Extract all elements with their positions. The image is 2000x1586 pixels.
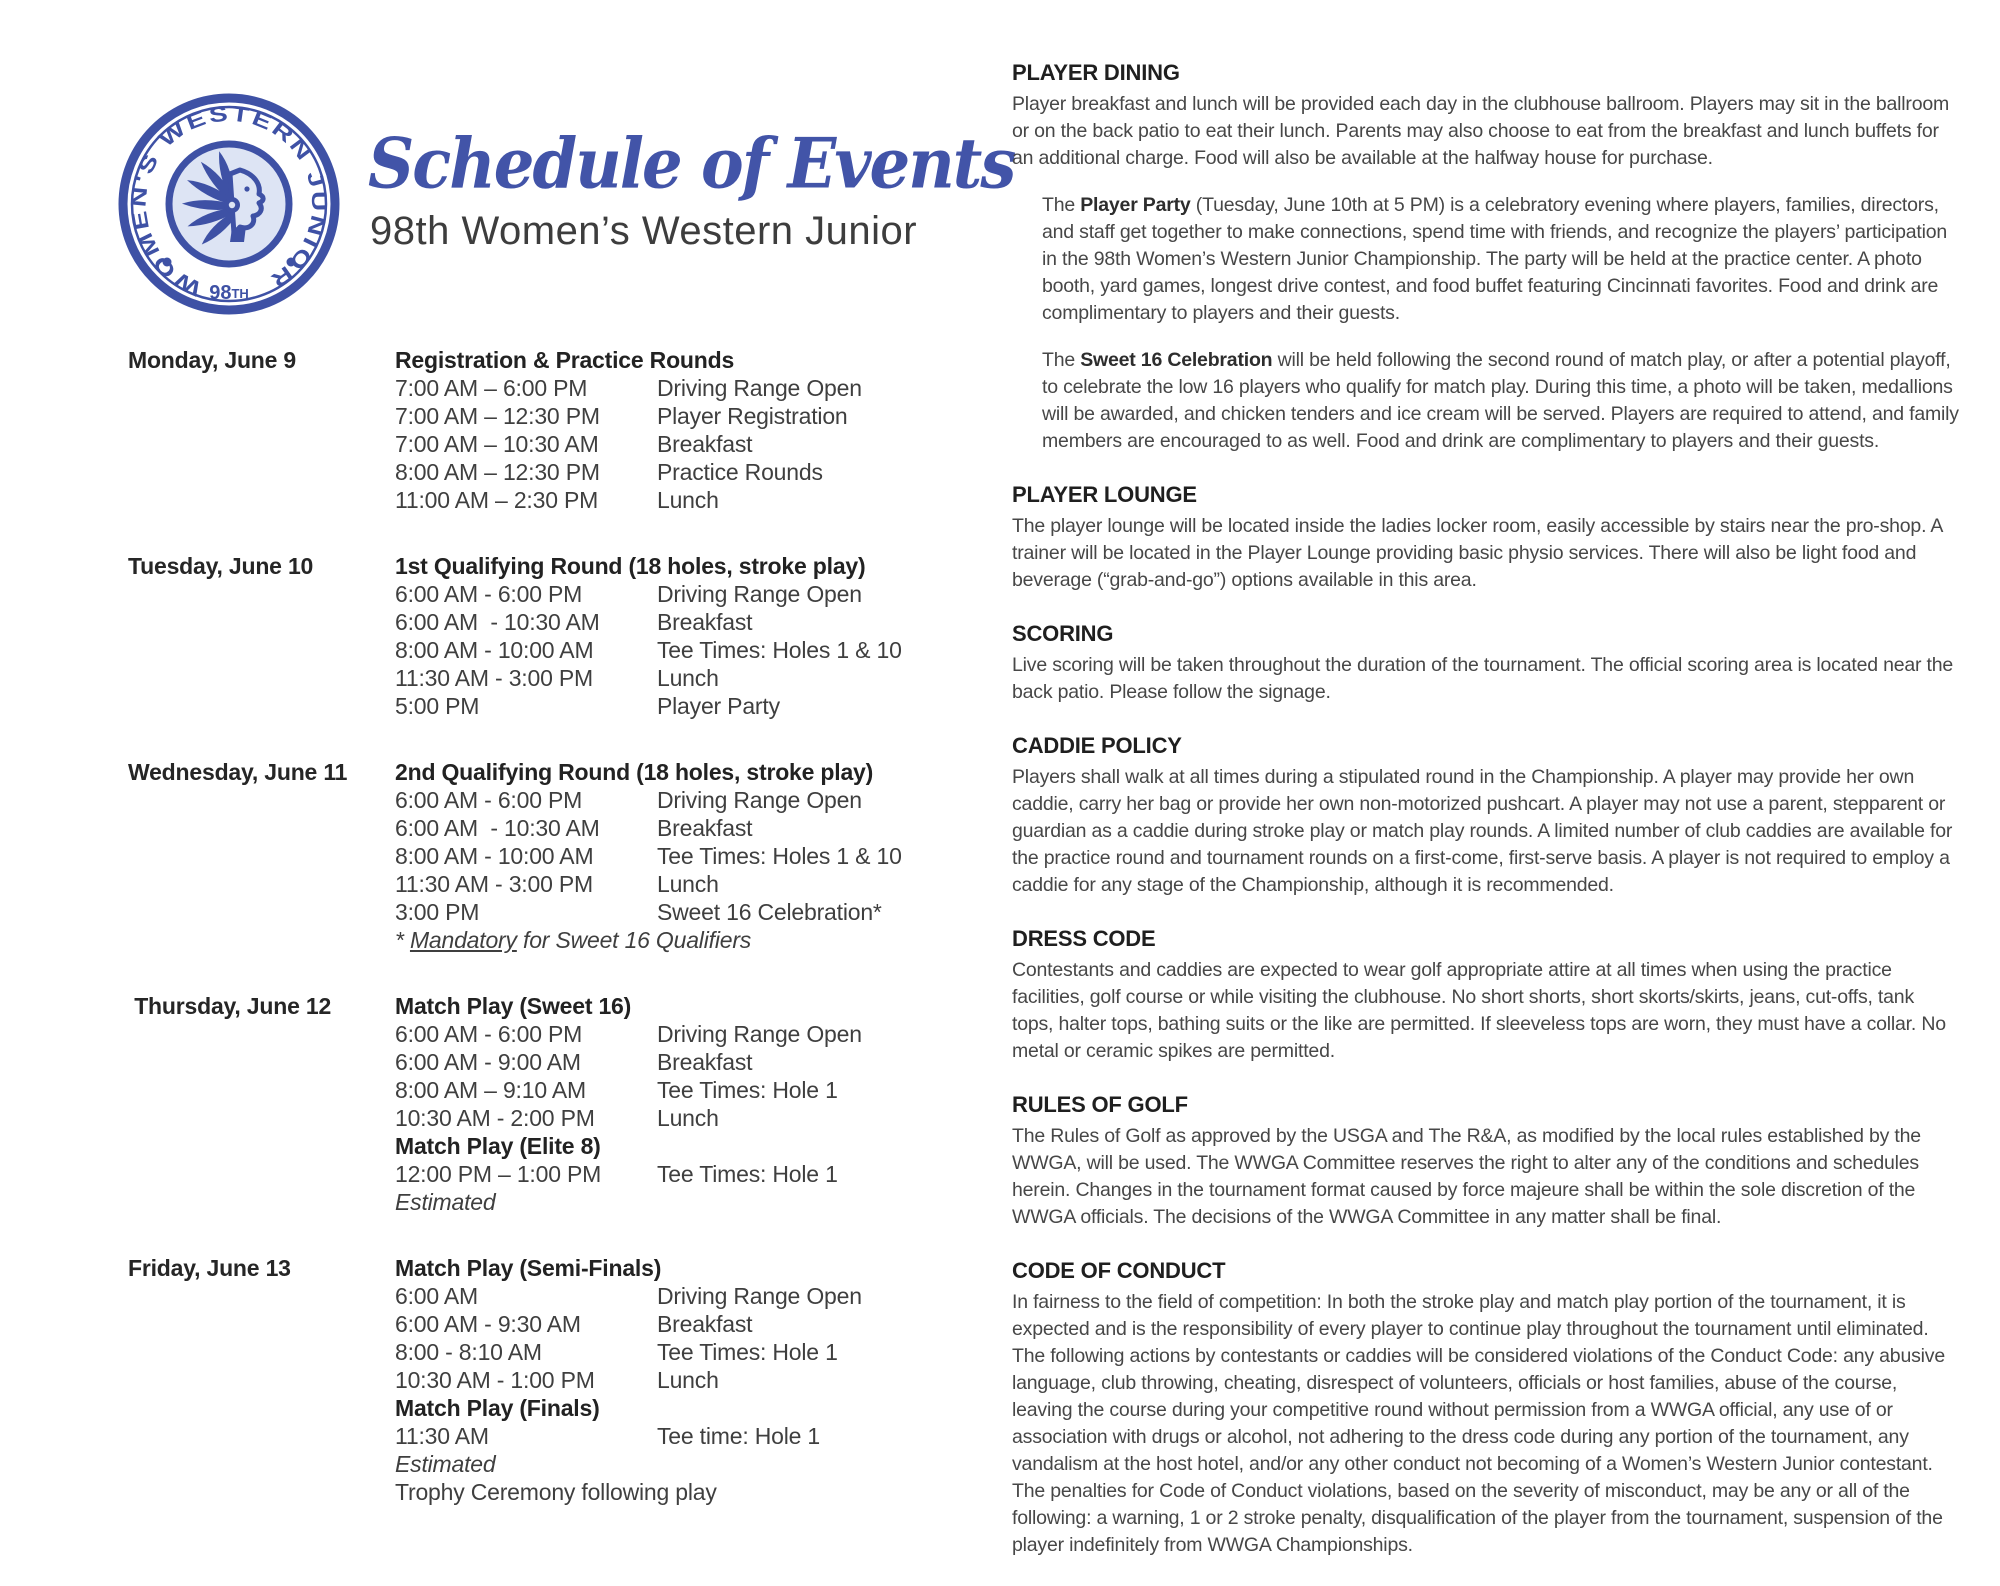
schedule-time: 6:00 AM - 6:00 PM [395,1021,583,1047]
schedule-activity: Tee Times: Hole 1 [657,1161,838,1187]
seal-logo-graphic [104,68,354,340]
schedule-activity: Tee Times: Hole 1 [657,1339,838,1365]
schedule-time: 11:00 AM – 2:30 PM [395,487,599,513]
schedule-row [395,458,1012,486]
schedule-day [128,346,1012,514]
schedule-row [395,1338,1012,1366]
schedule-activity: Lunch [657,1105,719,1131]
schedule-activity: Breakfast [657,1049,753,1075]
schedule-row [395,1076,1012,1104]
info-paragraph [1012,1123,1960,1231]
seal-dot-left [163,258,172,267]
info-section [1012,1092,1960,1231]
schedule-row [395,486,1012,514]
schedule-time: 8:00 - 8:10 AM [395,1339,542,1365]
schedule-activity: Driving Range Open [657,787,862,813]
schedule-day [128,552,1012,720]
schedule-row [395,1160,1012,1188]
schedule-time: 6:00 AM - 9:00 AM [395,1049,581,1075]
schedule-day-date: Wednesday, June 11 [128,759,348,785]
info-paragraph [1012,957,1960,1065]
schedule-row [395,692,1012,720]
text-segment: Players shall walk at all times during a stipulated round in the Championship. A player may provide her own caddie, carry her bag or provide her own non-motorized pushcart. A player may not use a parent, stepparent or guardian as a caddie during stroke play or match play rounds. A limited number of club caddies are available for the practice round and tournament rounds on a first-come, first-serve basis. A player is not required to employ a caddie for any stage of the Championship, although it is recommended. [1012,766,1953,896]
schedule-time: 12:00 PM – 1:00 PM [395,1161,602,1187]
info-section [1012,1258,1960,1559]
schedule-day-date: Friday, June 13 [128,1255,291,1281]
info-section [1012,621,1960,706]
schedule-time: 11:30 AM - 3:00 PM [395,665,593,691]
schedule-session-title: Match Play (Finals) [395,1395,600,1421]
schedule-row [395,402,1012,430]
schedule-time: 8:00 AM – 9:10 AM [395,1077,586,1103]
schedule-time: 8:00 AM - 10:00 AM [395,843,594,869]
schedule-day-lines [395,346,1012,514]
page-title: Schedule of Events [368,123,1015,205]
schedule-row [395,1282,1012,1310]
schedule-activity: Tee time: Hole 1 [657,1423,820,1449]
schedule-row [395,1310,1012,1338]
text-segment: Live scoring will be taken throughout the duration of the tournament. The official scoring area is located near the back patio. Please follow the signage. [1012,654,1954,703]
schedule-time: 6:00 AM - 10:30 AM [395,815,600,841]
schedule-time: 7:00 AM – 10:30 AM [395,431,599,457]
text-segment: will be held following the second round of match play, or after a potential playoff, to celebrate the low 16 players who qualify for match play. During this time, a photo will be taken, medallions will be awarded, and chicken tenders and ice cream will be served. Players are required to attend, and family members are encouraged to as well. Food and drink are complimentary to players and their guests. [1042,349,1959,452]
schedule-activity: Breakfast [657,609,753,635]
schedule-activity: Sweet 16 Celebration* [657,899,882,925]
schedule-time: 6:00 AM - 10:30 AM [395,609,600,635]
text-segment: The [1042,349,1081,371]
schedule-day [128,758,1012,954]
text-segment: Sweet 16 Celebration [1080,349,1273,371]
schedule-activity: Lunch [657,487,719,513]
info-section-heading: CODE OF CONDUCT [1012,1258,1226,1283]
schedule-row [395,636,1012,664]
schedule-activity: Driving Range Open [657,375,862,401]
schedule-day-lines [395,552,1012,720]
schedule-activity: Breakfast [657,1311,753,1337]
info-section [1012,482,1960,594]
text-segment: The [1042,194,1081,216]
schedule-row [395,1422,1012,1450]
schedule-time: 8:00 AM – 12:30 PM [395,459,600,485]
schedule-time: 6:00 AM - 6:00 PM [395,787,583,813]
schedule-activity: Breakfast [657,431,753,457]
info-paragraph [1012,652,1960,706]
schedule-session-title: Registration & Practice Rounds [395,347,735,373]
schedule-activity: Tee Times: Hole 1 [657,1077,838,1103]
schedule-time: 7:00 AM – 12:30 PM [395,403,600,429]
schedule-row [395,580,1012,608]
schedule-row [395,870,1012,898]
seal-dot-right [287,258,296,267]
schedule-row [395,898,1012,926]
info-paragraph [1012,347,1960,455]
schedule-day [128,1254,1012,1506]
info-section-heading: RULES OF GOLF [1012,1092,1188,1117]
schedule-time: 8:00 AM - 10:00 AM [395,637,594,663]
schedule-session-title: Match Play (Elite 8) [395,1133,601,1159]
schedule-activity: Lunch [657,871,719,897]
schedule-row [395,1104,1012,1132]
info-paragraph [1012,1289,1960,1559]
schedule-row [395,430,1012,458]
svg-text:98TH [209,282,249,304]
info-section [1012,926,1960,1065]
schedule-row [395,786,1012,814]
text-segment: (Tuesday, June 10th at 5 PM) is a celebratory evening where players, families, directors, and staff get together to make connections, spend time with friends, and recognize the players’ participation in the 98th Women’s Western Junior Championship. The party will be held at the practice center. A photo booth, yard games, longest drive contest, and food buffet featuring Cincinnati favorites. Food and drink are complimentary to players and their guests. [1042,194,1947,324]
seal-ring-text: WOMEN'S WESTERN JUNIOR [127,102,331,301]
schedule-activity: Lunch [657,1367,719,1393]
schedule-time: 5:00 PM [395,693,480,719]
schedule-time: 10:30 AM - 2:00 PM [395,1105,595,1131]
schedule-note-text: Estimated [395,1189,496,1215]
schedule-footnote [395,926,1012,954]
schedule-row [395,1020,1012,1048]
schedule-day-lines [395,758,1012,954]
text-segment: Contestants and caddies are expected to wear golf appropriate attire at all times when using the practice facilities, golf course or while visiting the clubhouse. No short shorts, short skorts/skirts, jeans, cut-offs, tank tops, halter tops, bathing suits or the like are permitted. If sleeveless tops are worn, they must have a collar. No metal or ceramic spikes are permitted. [1012,959,1946,1062]
schedule-day-lines [395,992,1012,1216]
text-segment: for Sweet 16 Qualifiers [516,927,752,953]
schedule-day-date: Thursday, June 12 [128,993,332,1019]
event-schedule [128,346,1012,1544]
schedule-activity: Lunch [657,665,719,691]
schedule-day [128,992,1012,1216]
info-paragraph [1012,192,1960,327]
schedule-activity: Tee Times: Holes 1 & 10 [657,843,902,869]
page-subtitle: 98th Women’s Western Junior [370,209,918,254]
info-paragraph [1012,764,1960,899]
schedule-activity: Driving Range Open [657,1021,862,1047]
text-segment: In fairness to the field of competition: In both the stroke play and match play portion of the tournament, it is expected and is the responsibility of every player to continue play throughout the tournament until eliminated. The following actions by contestants or caddies will be considered violations of the Conduct Code: any abusive language, club throwing, cheating, disrespect of volunteers, officials or host families, abuse of the course, leaving the course during your competitive round without permission from a WWGA official, any use of or association with drugs or alcohol, not adhering to the dress code during any portion of the tournament, any vandalism at the host hotel, and/or any other conduct not becoming of a Women’s Western Junior contestant. The penalties for Code of Conduct violations, based on the severity of misconduct, may be any or all of the following: a warning, 1 or 2 stroke penalty, disqualification of the player from the tournament, suspension of the player indefinitely from WWGA Championships. [1012,1291,1945,1556]
info-section [1012,733,1960,899]
schedule-time: 3:00 PM [395,899,480,925]
schedule-session-title: 2nd Qualifying Round (18 holes, stroke play) [395,759,874,785]
schedule-time: 7:00 AM – 6:00 PM [395,375,588,401]
schedule-row [395,1366,1012,1394]
info-section-heading: PLAYER LOUNGE [1012,482,1197,507]
document-header [368,123,1028,254]
schedule-row [395,608,1012,636]
schedule-row [395,814,1012,842]
schedule-time: 10:30 AM - 1:00 PM [395,1367,595,1393]
seal-bottom-number: 98 [209,282,232,304]
schedule-time: 6:00 AM [395,1283,478,1309]
schedule-day-date: Tuesday, June 10 [128,553,314,579]
text-segment: Player Party [1080,194,1191,216]
schedule-activity: Practice Rounds [657,459,823,485]
schedule-session-title: Match Play (Semi-Finals) [395,1255,662,1281]
schedule-row [395,1048,1012,1076]
schedule-activity: Breakfast [657,815,753,841]
seal-bottom-suffix: TH [231,286,249,301]
info-column [1012,60,1960,1586]
info-section-heading: DRESS CODE [1012,926,1156,951]
schedule-session-title: 1st Qualifying Round (18 holes, stroke play) [395,553,866,579]
schedule-session-title: Match Play (Sweet 16) [395,993,632,1019]
schedule-note-text: Trophy Ceremony following play [395,1479,717,1505]
info-section-heading: SCORING [1012,621,1114,646]
text-segment: The Rules of Golf as approved by the USGA and The R&A, as modified by the local rules established by the WWGA, will be used. The WWGA Committee reserves the right to alter any of the conditions and schedules herein. Changes in the tournament format caused by force majeure shall be within the sole discretion of the WWGA officials. The decisions of the WWGA Committee in any matter shall be final. [1012,1125,1921,1228]
schedule-row [395,374,1012,402]
info-section-heading: CADDIE POLICY [1012,733,1182,758]
info-section-heading: PLAYER DINING [1012,60,1180,85]
wwj-seal-logo [104,68,354,340]
schedule-time: 6:00 AM - 9:30 AM [395,1311,581,1337]
schedule-day-lines [395,1254,1012,1506]
text-segment: Player breakfast and lunch will be provided each day in the clubhouse ballroom. Players may sit in the ballroom or on the back patio to eat their lunch. Parents may also choose to eat from the breakfast and lunch buffets for an additional charge. Food will also be available at the halfway house for purchase. [1012,93,1950,169]
text-segment: Mandatory [409,927,517,953]
schedule-time: 11:30 AM - 3:00 PM [395,871,593,897]
info-paragraph [1012,91,1960,172]
schedule-activity: Tee Times: Holes 1 & 10 [657,637,902,663]
schedule-activity: Player Registration [657,403,848,429]
schedule-row [395,842,1012,870]
text-segment: The player lounge will be located inside the ladies locker room, easily accessible by stairs near the pro-shop. A trainer will be located in the Player Lounge providing basic physio services. There will also be light food and beverage (“grab-and-go”) options available in this area. [1012,515,1943,591]
schedule-activity: Player Party [657,693,780,719]
schedule-note-text: Estimated [395,1451,496,1477]
info-paragraph [1012,513,1960,594]
schedule-time: 11:30 AM [395,1423,489,1449]
schedule-activity: Driving Range Open [657,581,862,607]
schedule-time: 6:00 AM - 6:00 PM [395,581,583,607]
text-segment: * [395,927,410,953]
schedule-day-date: Monday, June 9 [128,347,297,373]
schedule-activity: Driving Range Open [657,1283,862,1309]
schedule-row [395,664,1012,692]
info-section [1012,60,1960,455]
